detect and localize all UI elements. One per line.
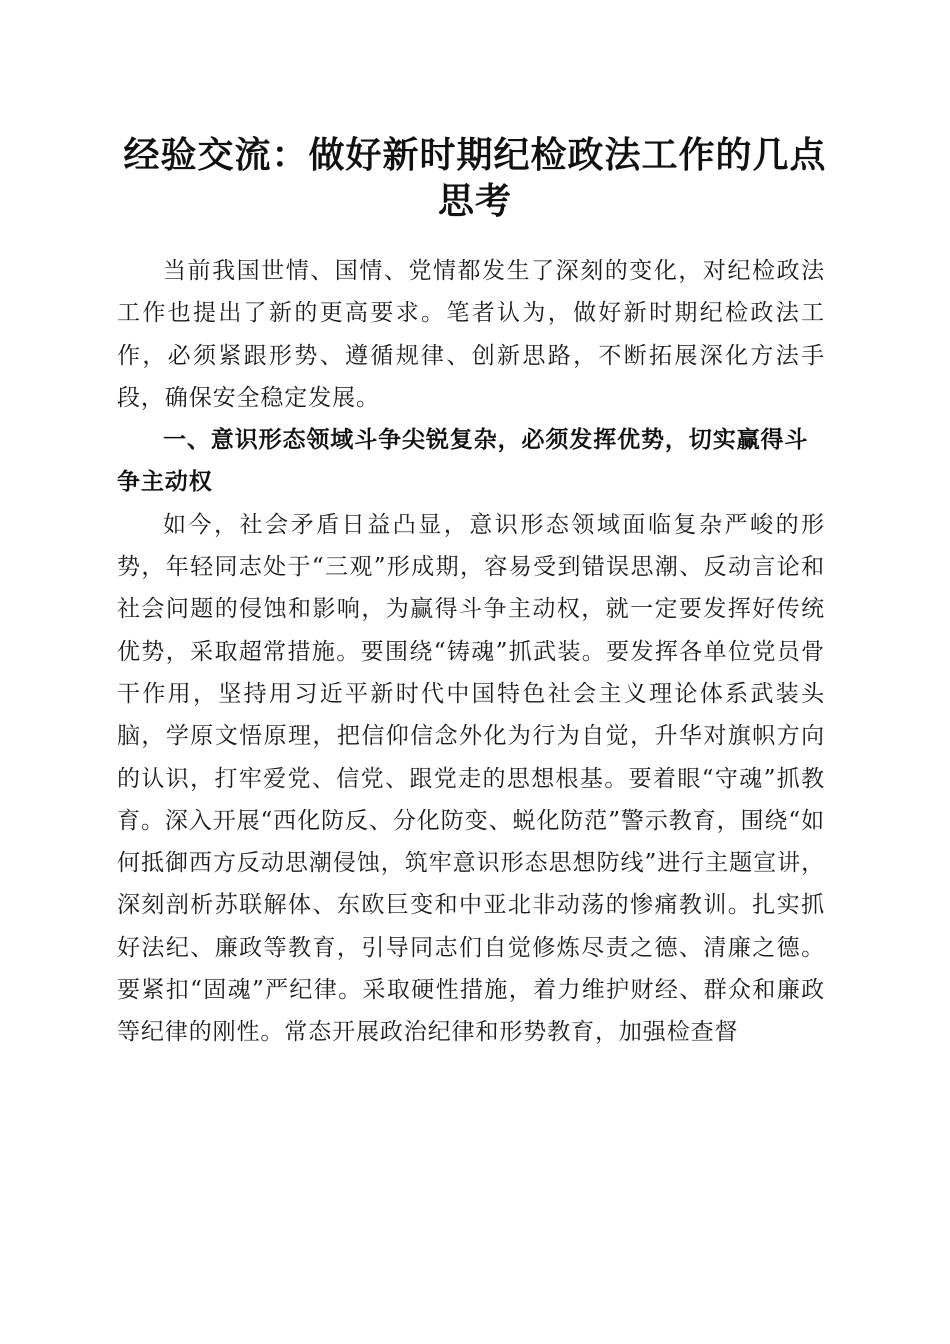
section-1-paragraph: 如今，社会矛盾日益凸显，意识形态领域面临复杂严峻的形势，年轻同志处于“三观”形成期，容易受到错误思潮、反动言论和社会问题的侵蚀和影响，为赢得斗争主动权，就一定要发挥好传统优势，采取超常措施。要围绕“铸魂”抓武装。要发挥各单位党员骨干作用，坚持用习近平新时代中国特色社会主义理论体系武装头脑，学原文悟原理，把信仰信念外化为行为自觉，升华对旗帜方向的认识，打牢爱党、信党、跟党走的思想根基。要着眼“守魂”抓教育。深入开展“西化防反、分化防变、蜕化防范”警示教育，围绕“如何抵御西方反动思潮侵蚀，筑牢意识形态思想防线”进行主题宣讲，深刻剖析苏联解体、东欧巨变和中亚北非动荡的惨痛教训。扎实抓好法纪、廉政等教育，引导同志们自觉修炼尽责之德、清廉之德。要紧扣“固魂”严纪律。采取硬性措施，着力维护财经、群众和廉政等纪律的刚性。常态开展政治纪律和形势教育，加强检查督 bbox=[117, 511, 825, 1046]
intro-paragraph: 当前我国世情、国情、党情都发生了深刻的变化，对纪检政法工作也提出了新的更高要求。笔者认为，做好新时期纪检政法工作，必须紧跟形势、遵循规律、创新思路，不断拓展深化方法手段，确保安全稳定发展。 bbox=[117, 258, 825, 411]
document-body bbox=[117, 250, 825, 1054]
document-title: 经验交流：做好新时期纪检政法工作的几点思考 bbox=[123, 134, 827, 222]
section-heading-1: 一、意识形态领域斗争尖锐复杂，必须发挥优势，切实赢得斗争主动权 bbox=[117, 427, 809, 496]
